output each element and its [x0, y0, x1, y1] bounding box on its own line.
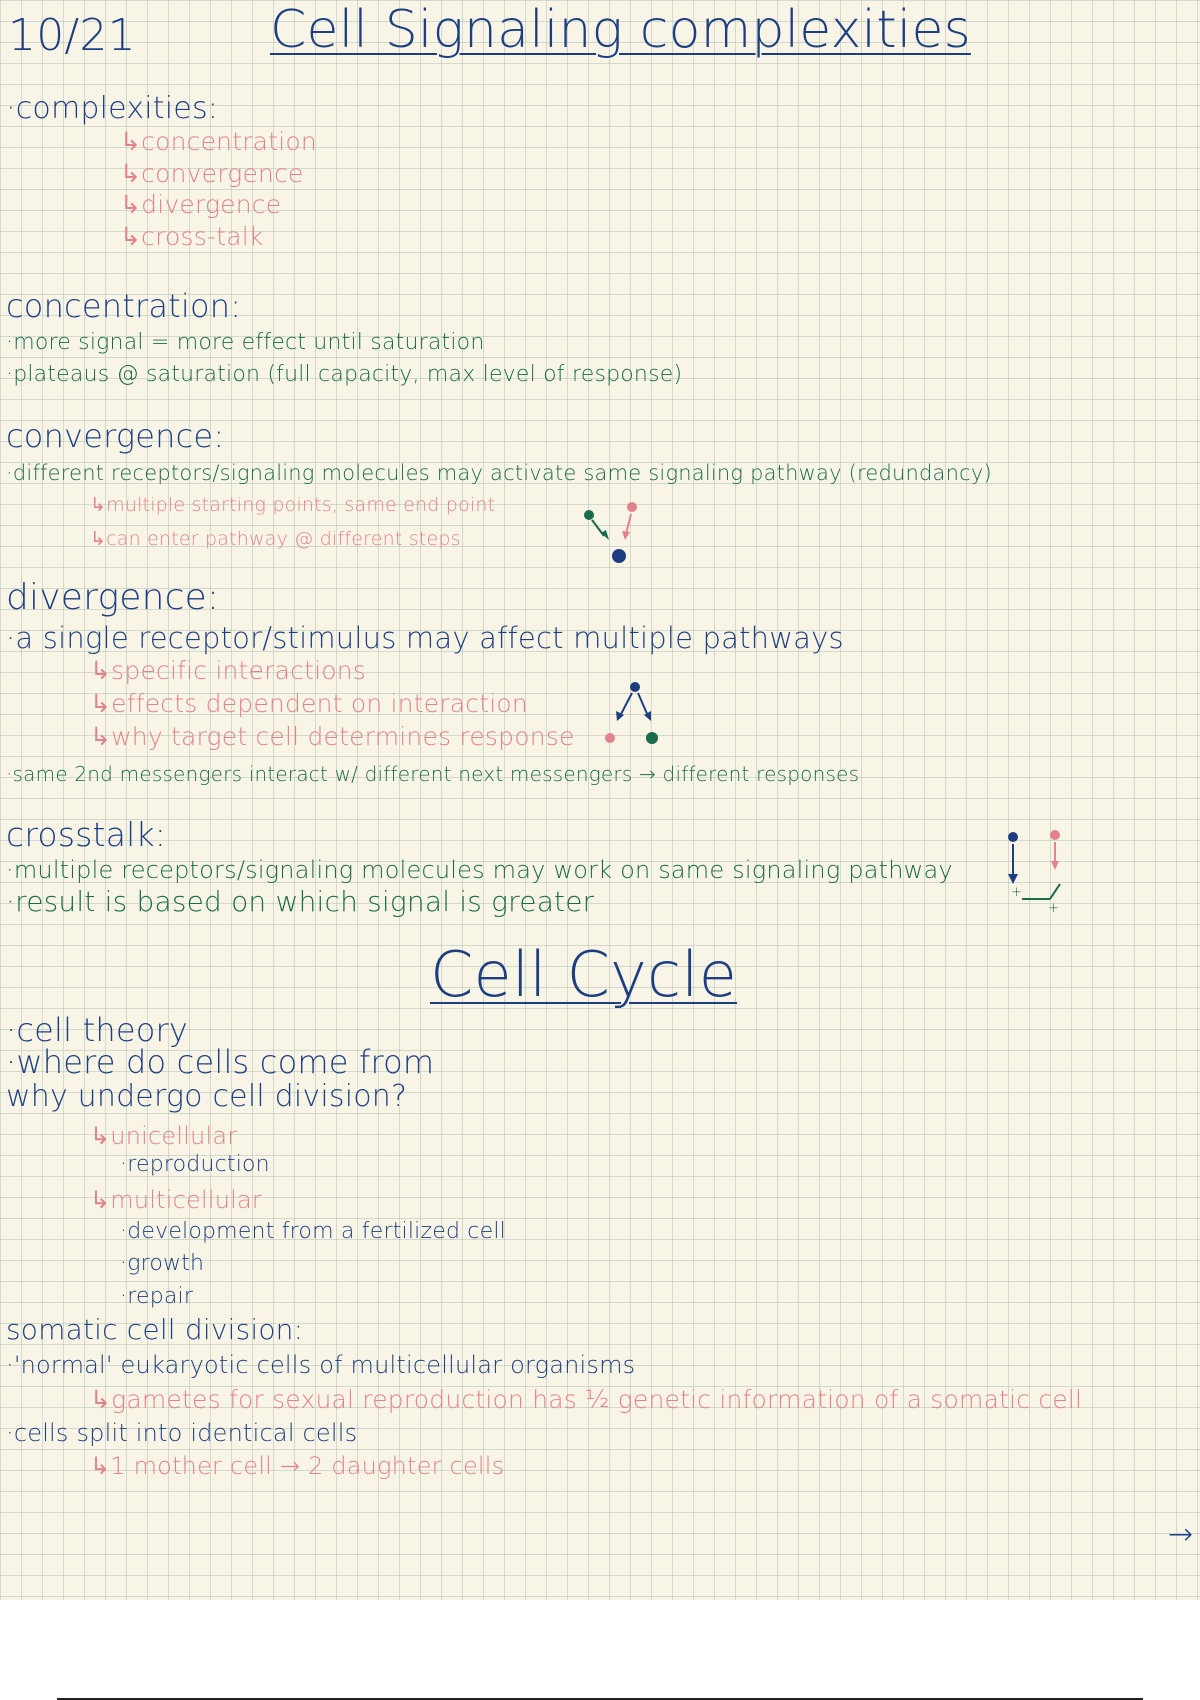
multicellular-item: ·growth — [120, 1251, 205, 1276]
crosstalk-line: ·multiple receptors/signaling molecules may work on same signaling pathway — [6, 856, 953, 884]
cell-cycle-line: ·where do cells come from — [6, 1043, 435, 1081]
cell-cycle-line: why undergo cell division? — [6, 1079, 408, 1114]
complexities-label: ·complexities: — [6, 91, 219, 126]
concentration-heading: concentration: — [6, 287, 242, 325]
convergence-sub: ↳multiple starting points, same end point — [90, 494, 496, 516]
next-page-arrow-icon: → — [1168, 1517, 1194, 1552]
cell-cycle-line: ·cell theory — [6, 1011, 188, 1049]
convergence-diagram — [580, 500, 640, 570]
complexity-item: ↳convergence — [120, 159, 304, 188]
somatic-heading: somatic cell division: — [6, 1313, 304, 1346]
divergence-line: ·a single receptor/stimulus may affect multiple pathways — [6, 621, 844, 655]
convergence-sub: ↳can enter pathway @ different steps — [90, 528, 461, 550]
unicellular-label: ↳unicellular — [90, 1122, 238, 1150]
divergence-sub: ↳why target cell determines response — [90, 722, 575, 751]
section-title: Cell Cycle — [430, 938, 738, 1011]
somatic-sub: ↳1 mother cell → 2 daughter cells — [90, 1452, 505, 1480]
crosstalk-line: ·result is based on which signal is greater — [6, 885, 595, 918]
divergence-diagram — [600, 678, 670, 748]
multicellular-item: ·development from a fertilized cell — [120, 1219, 506, 1244]
convergence-heading: convergence: — [6, 417, 225, 455]
crosstalk-plus: + — [1048, 901, 1060, 916]
unicellular-item: ·reproduction — [120, 1152, 270, 1177]
complexity-item: ↳concentration — [120, 127, 317, 156]
page-title: Cell Signaling complexities — [270, 0, 971, 60]
divergence-note: ·same 2nd messengers interact w/ different next messengers → different responses — [6, 762, 860, 786]
crosstalk-plus: + — [1011, 885, 1023, 900]
somatic-line: ·cells split into identical cells — [6, 1419, 358, 1447]
multicellular-item: ·repair — [120, 1284, 194, 1309]
somatic-line: ·'normal' eukaryotic cells of multicellular organisms — [6, 1351, 636, 1379]
concentration-line: ·more signal = more effect until saturation — [6, 330, 485, 355]
crosstalk-heading: crosstalk: — [6, 815, 167, 854]
convergence-line: ·different receptors/signaling molecules may activate same signaling pathway (redundancy) — [6, 461, 992, 485]
crosstalk-diagram — [1000, 828, 1070, 918]
multicellular-label: ↳multicellular — [90, 1186, 262, 1214]
concentration-line: ·plateaus @ saturation (full capacity, max level of response) — [6, 362, 683, 387]
divergence-sub: ↳effects dependent on interaction — [90, 689, 528, 718]
complexity-item: ↳divergence — [120, 190, 282, 219]
somatic-sub: ↳gametes for sexual reproduction has ½ genetic information of a somatic cell — [90, 1385, 1083, 1414]
complexity-item: ↳cross-talk — [120, 222, 264, 251]
divergence-sub: ↳specific interactions — [90, 656, 366, 685]
divergence-heading: divergence: — [6, 577, 220, 618]
note-date: 10/21 — [8, 10, 136, 61]
